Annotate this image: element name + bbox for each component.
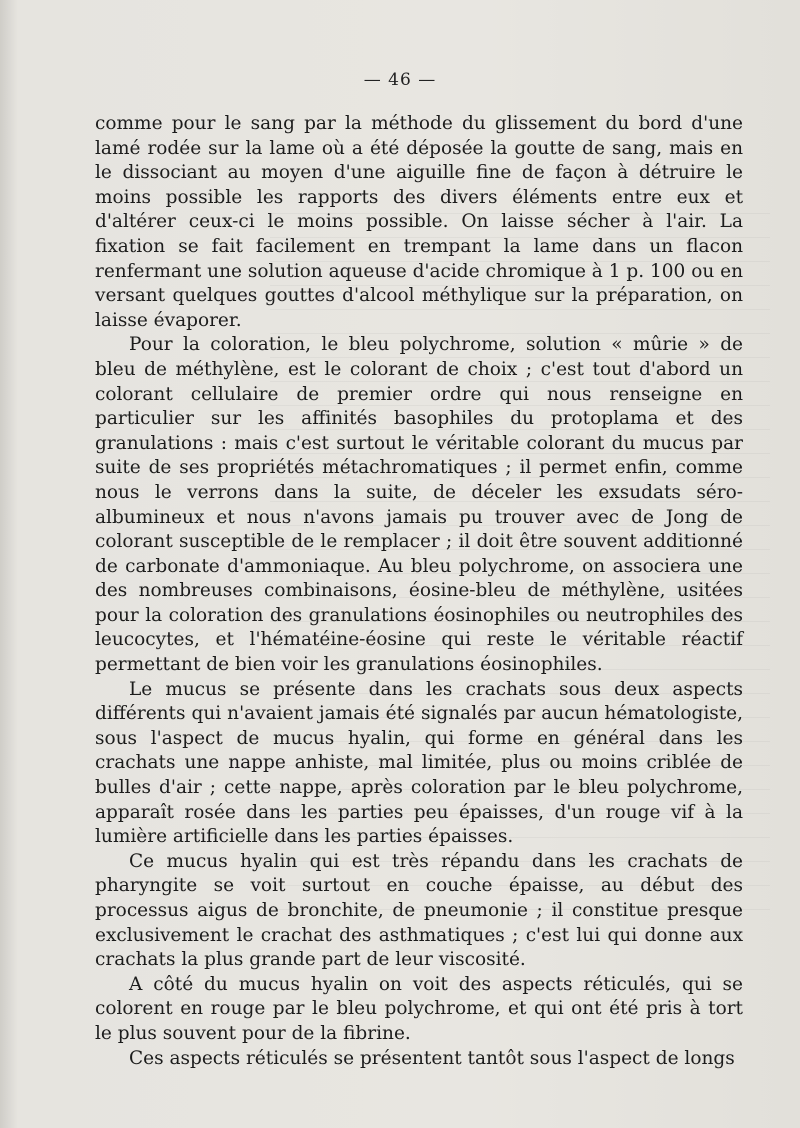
paragraph: comme pour le sang par la méthode du glissement du bord d'une lamé rodée sur la lame où a été déposée la goutte de sang, mais en le dissociant au moyen d'une aiguille fine de façon à détruire le moins possible les rapports des divers éléments entre eux et d'altérer ceux-ci le moins possible. On laisse sécher à l'air. La fixation se fait facilement en trempant la lame dans un flacon renfermant une solution aqueuse d'acide chromique à 1 p. 100 ou en versant quelques gouttes d'alcool méthylique sur la préparation, on laisse évaporer.	[95, 113, 743, 331]
paragraph: A côté du mucus hyalin on voit des aspects réticulés, qui se colorent en rouge par le bleu polychrome, et qui ont été pris à tort le plus souvent pour de la fibrine.	[95, 973, 743, 1044]
paragraph: Ce mucus hyalin qui est très répandu dans les crachats de pharyngite se voit surtout en couche épaisse, au début des processus aigus de bronchite, de pneumonie ; il constitue presque exclusivement le crachat des asthmatiques ; c'est lui qui donne aux crachats la plus grande part de leur viscosité.	[95, 850, 743, 971]
paragraph: Le mucus se présente dans les crachats sous deux aspects différents qui n'avaient jamais été signalés par aucun hématologiste, sous l'aspect de mucus hyalin, qui forme en général dans les crachats une nappe anhiste, mal limitée, plus ou moins criblée de bulles d'air ; cette nappe, après coloration par le bleu polychrome, apparaît rosée dans les parties peu épaisses, d'un rouge vif à la lumière artificielle dans les parties épaisses.	[95, 678, 743, 848]
page-number: — 46 —	[363, 70, 437, 90]
body-text	[95, 112, 743, 1071]
paragraph: Pour la coloration, le bleu polychrome, solution « mûrie » de bleu de méthylène, est le colorant de choix ; c'est tout d'abord un colorant cellulaire de premier ordre qui nous renseigne en particulier sur les affinités basophiles du protoplama et des granulations : mais c'est surtout le véritable colorant du mucus par suite de ses propriétés métachromatiques ; il permet enfin, comme nous le verrons dans la suite, de déceler les exsudats séro-albumineux et nous n'avons jamais pu trouver avec de Jong de colorant susceptible de le remplacer ; il doit être souvent additionné de carbonate d'ammoniaque. Au bleu polychrome, on associera une des nombreuses combinaisons, éosine-bleu de méthylène, usitées pour la coloration des granulations éosinophiles ou neutrophiles des leucocytes, et l'hématéine-éosine qui reste le véritable réactif permettant de bien voir les granulations éosinophiles.	[95, 334, 743, 676]
paragraph-last: Ces aspects réticulés se présentent tantôt sous l'aspect de longs	[129, 1047, 735, 1069]
